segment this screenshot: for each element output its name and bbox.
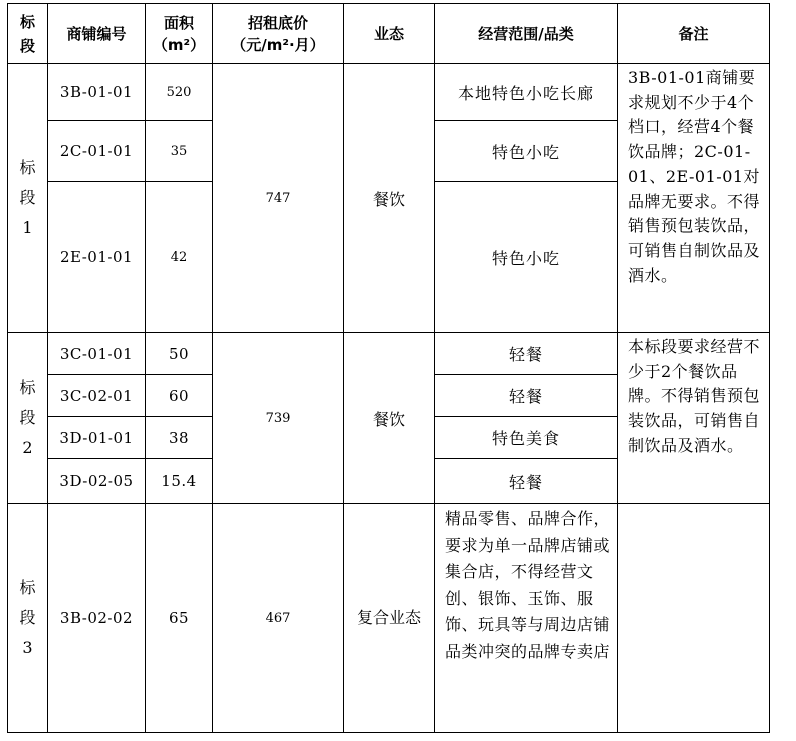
section-name-text: 标段2 — [19, 378, 36, 457]
shop-scope: 轻餐 — [435, 333, 618, 375]
base-rent: 467 — [213, 504, 344, 733]
section-remarks: 本标段要求经营不少于2个餐饮品牌。不得销售预包装饮品，可销售自制饮品及酒水。 — [618, 333, 770, 504]
shop-code: 3C-01-01 — [48, 333, 146, 375]
header-remarks: 备注 — [618, 4, 770, 64]
header-scope: 经营范围/品类 — [435, 4, 618, 64]
shop-area: 65 — [146, 504, 213, 733]
header-section: 标 段 — [8, 4, 48, 64]
header-base-rent-label: 招租底价 — [247, 13, 308, 32]
header-shop-code: 商铺编号 — [48, 4, 146, 64]
header-business-type: 业态 — [344, 4, 435, 64]
business-type: 复合业态 — [344, 504, 435, 733]
shop-area: 50 — [146, 333, 213, 375]
shop-code: 3D-02-05 — [48, 459, 146, 504]
base-rent: 747 — [213, 64, 344, 333]
shop-area: 60 — [146, 375, 213, 417]
shop-area: 520 — [146, 64, 213, 121]
shop-code: 2C-01-01 — [48, 121, 146, 182]
header-row — [8, 4, 770, 64]
table-row — [8, 504, 770, 733]
header-base-rent-unit: （元/m²·月） — [231, 35, 325, 54]
shop-scope: 特色美食 — [435, 417, 618, 459]
section-name — [8, 504, 48, 733]
shop-code: 2E-01-01 — [48, 182, 146, 333]
section-name-text: 标段3 — [19, 578, 36, 657]
header-base-rent — [213, 4, 344, 64]
business-type: 餐饮 — [344, 64, 435, 333]
table-row — [8, 64, 770, 121]
section-name-text: 标段1 — [19, 158, 36, 237]
section-remarks — [618, 504, 770, 733]
shop-area: 42 — [146, 182, 213, 333]
header-area-unit: （m²） — [152, 35, 206, 54]
base-rent: 739 — [213, 333, 344, 504]
section-name — [8, 333, 48, 504]
shop-area: 15.4 — [146, 459, 213, 504]
shop-scope: 本地特色小吃长廊 — [435, 64, 618, 121]
shop-scope: 特色小吃 — [435, 121, 618, 182]
shop-code: 3B-01-01 — [48, 64, 146, 121]
shop-scope: 轻餐 — [435, 459, 618, 504]
shop-scope: 轻餐 — [435, 375, 618, 417]
shop-code: 3B-02-02 — [48, 504, 146, 733]
business-type: 餐饮 — [344, 333, 435, 504]
shop-code: 3D-01-01 — [48, 417, 146, 459]
rental-table — [7, 3, 770, 733]
header-area-label: 面积 — [163, 13, 194, 32]
table-row — [8, 333, 770, 375]
shop-scope: 精品零售、品牌合作，要求为单一品牌店铺或集合店，不得经营文创、银饰、玉饰、服饰、玩具等与周边店铺品类冲突的品牌专卖店 — [435, 504, 618, 733]
section-name — [8, 64, 48, 333]
shop-code: 3C-02-01 — [48, 375, 146, 417]
section-remarks: 3B-01-01商铺要求规划不少于4个档口，经营4个餐饮品牌；2C-01-01、2E-01-01对品牌无要求。不得销售预包装饮品，可销售自制饮品及酒水。 — [618, 64, 770, 333]
shop-area: 38 — [146, 417, 213, 459]
shop-area: 35 — [146, 121, 213, 182]
header-area — [146, 4, 213, 64]
shop-scope: 特色小吃 — [435, 182, 618, 333]
